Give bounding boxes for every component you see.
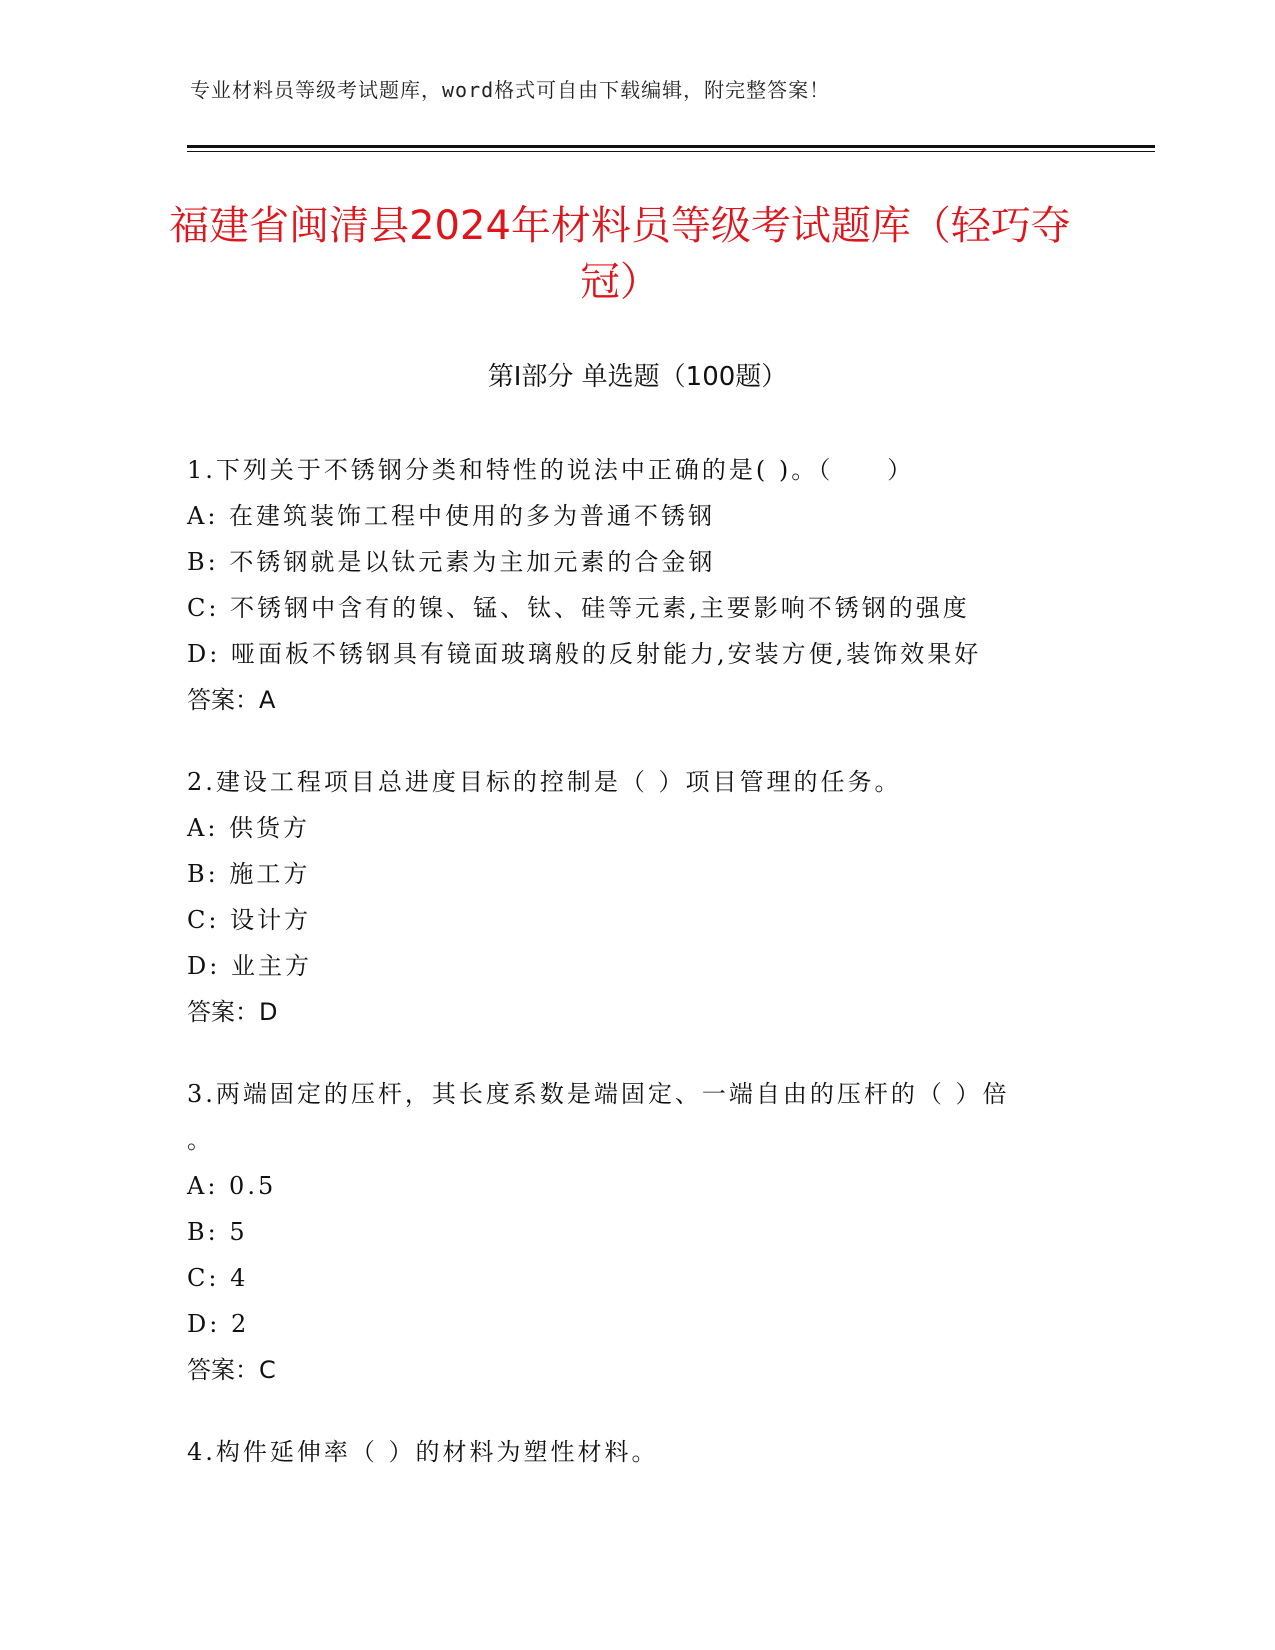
question-4 — [187, 1429, 1087, 1475]
option-d: D: 2 — [187, 1310, 250, 1338]
option-b: B: 5 — [187, 1218, 248, 1246]
option-c: C: 设计方 — [187, 906, 312, 934]
header-rule-thick — [187, 145, 1155, 148]
question-list — [187, 447, 1087, 1511]
section-title: 第Ⅰ部分 单选题（100题） — [487, 362, 788, 392]
answer: 答案：A — [187, 686, 276, 714]
question-stem: 4.构件延伸率（ ）的材料为塑性材料。 — [187, 1438, 659, 1466]
header-rule-thin — [187, 151, 1155, 152]
option-b: B: 不锈钢就是以钛元素为主加元素的合金钢 — [187, 548, 716, 576]
document-title: 福建省闽清县2024年材料员等级考试题库（轻巧夺冠） — [169, 203, 1071, 305]
question-stem: 2.建设工程项目总进度目标的控制是（ ）项目管理的任务。 — [187, 768, 902, 796]
option-a: A: 供货方 — [187, 814, 311, 842]
option-c: C: 4 — [187, 1264, 249, 1292]
option-b: B: 施工方 — [187, 860, 311, 888]
answer: 答案：D — [187, 998, 278, 1026]
question-1 — [187, 447, 1087, 723]
option-a: A: 0.5 — [187, 1172, 277, 1200]
question-stem: 1.下列关于不锈钢分类和特性的说法中正确的是( )。（ ） — [187, 456, 915, 484]
answer: 答案：C — [187, 1356, 276, 1384]
question-stem: 3.两端固定的压杆，其长度系数是端固定、一端自由的压杆的（ ）倍 。 — [187, 1080, 1010, 1154]
option-c: C: 不锈钢中含有的镍、锰、钛、硅等元素,主要影响不锈钢的强度 — [187, 594, 970, 622]
question-2 — [187, 759, 1087, 1035]
option-a: A: 在建筑装饰工程中使用的多为普通不锈钢 — [187, 502, 716, 530]
header-note: 专业材料员等级考试题库，word格式可自由下载编辑，附完整答案！ — [190, 78, 831, 102]
question-3 — [187, 1071, 1087, 1393]
option-d: D: 业主方 — [187, 952, 312, 980]
option-d: D: 哑面板不锈钢具有镜面玻璃般的反射能力,安装方便,装饰效果好 — [187, 640, 982, 668]
